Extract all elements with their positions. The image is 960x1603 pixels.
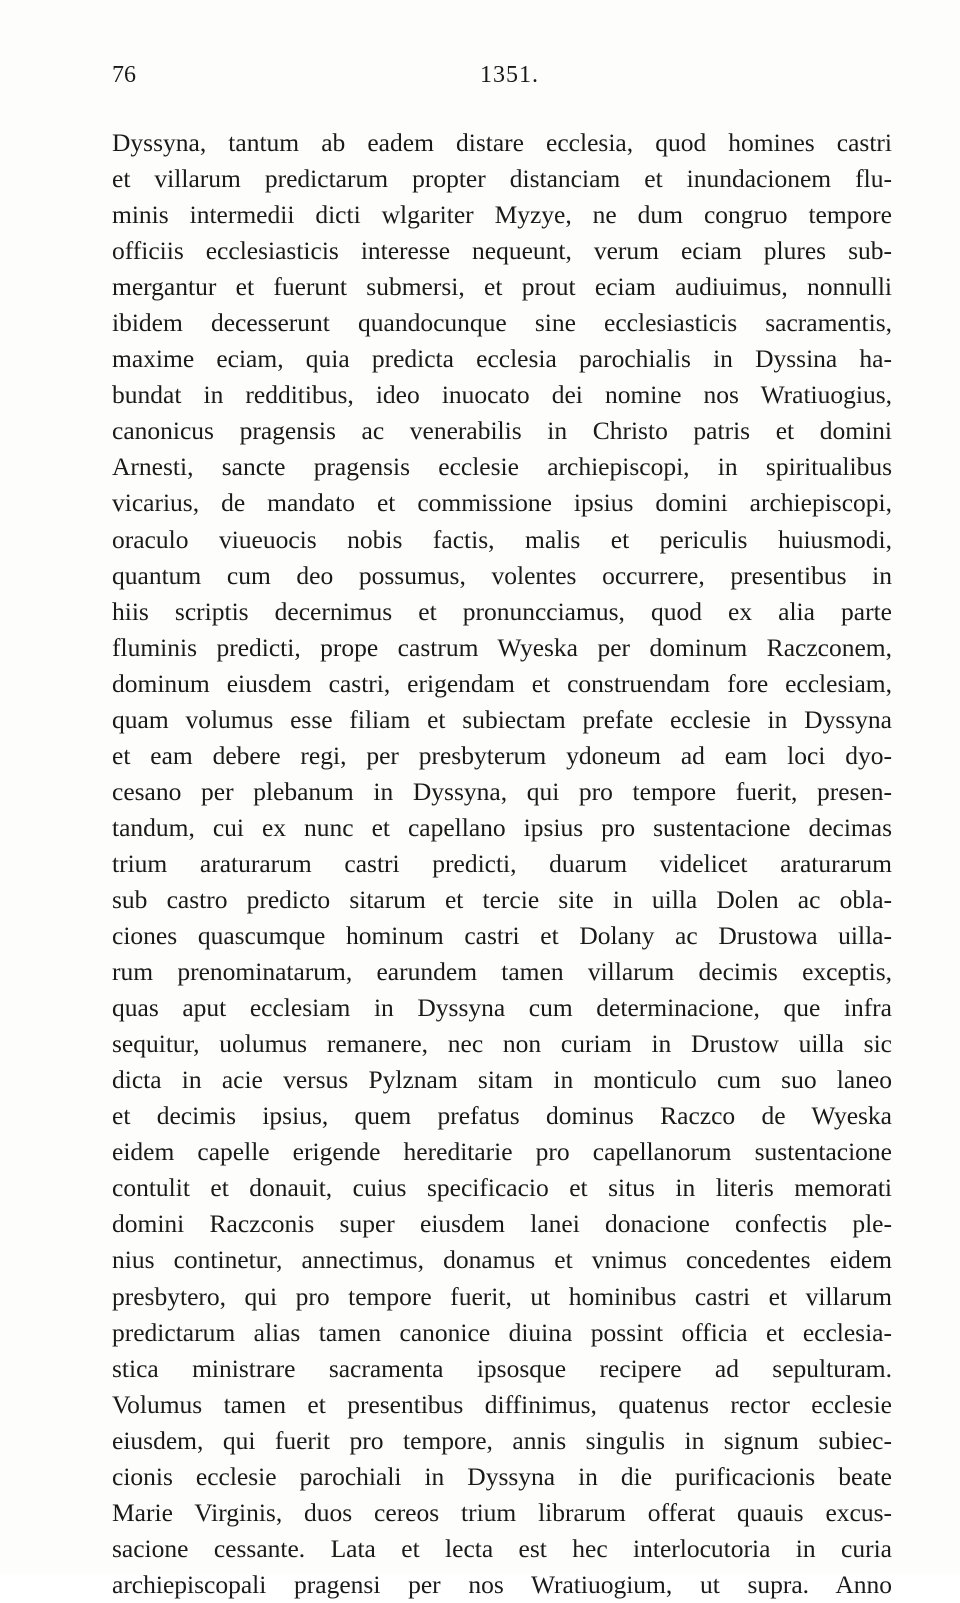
text-line: nius continetur, annectimus, donamus et vnimus concedentes eidem: [112, 1245, 892, 1275]
text-line: predictarum alias tamen canonice diuina possint officia et ecclesia-: [112, 1317, 892, 1347]
page-number: 76: [112, 62, 136, 88]
text-line: dominum eiusdem castri, erigendam et construendam fore ecclesiam,: [112, 668, 892, 698]
text-line: Marie Virginis, duos cereos trium librarum offerat quauis excus-: [112, 1497, 892, 1527]
text-line: ibidem decesserunt quandocunque sine ecclesiasticis sacramentis,: [112, 308, 892, 338]
text-line: cionis ecclesie parochiali in Dyssyna in die purificacionis beate: [112, 1461, 892, 1491]
text-line: fluminis predicti, prope castrum Wyeska per dominum Raczconem,: [112, 632, 892, 662]
text-line: ciones quascumque hominum castri et Dolany ac Drustowa uilla-: [112, 921, 892, 951]
text-line: trium araturarum castri predicti, duarum videlicet araturarum: [112, 848, 892, 878]
text-line: sequitur, uolumus remanere, nec non curiam in Drustow uilla sic: [112, 1029, 892, 1059]
text-line: minis intermedii dicti wlgariter Myzye, ne dum congruo tempore: [112, 200, 892, 230]
text-line: quantum cum deo possumus, volentes occurrere, presentibus in: [112, 560, 892, 590]
text-line: sub castro predicto sitarum et tercie site in uilla Dolen ac obla-: [112, 884, 892, 914]
text-line: contulit et donauit, cuius specificacio et situs in literis memorati: [112, 1173, 892, 1203]
text-line: cesano per plebanum in Dyssyna, qui pro tempore fuerit, presen-: [112, 776, 892, 806]
text-line: eidem capelle erigende hereditarie pro capellanorum sustentacione: [112, 1137, 892, 1167]
text-line: presbytero, qui pro tempore fuerit, ut hominibus castri et villarum: [112, 1281, 892, 1311]
text-line: archiepiscopali pragensi per nos Wratiuogium, ut supra. Anno: [112, 1569, 892, 1599]
text-line: officiis ecclesiasticis interesse nequeunt, verum eciam plures sub-: [112, 236, 892, 266]
text-line: et villarum predictarum propter distanciam et inundacionem flu-: [112, 164, 892, 194]
text-line: quas aput ecclesiam in Dyssyna cum determinacione, que infra: [112, 993, 892, 1023]
body-text: [112, 125, 892, 1603]
text-line: rum prenominatarum, earundem tamen villarum decimis exceptis,: [112, 957, 892, 987]
text-line: maxime eciam, quia predicta ecclesia parochialis in Dyssina ha-: [112, 344, 892, 374]
text-line: Dyssyna, tantum ab eadem distare ecclesia, quod homines castri: [112, 128, 892, 157]
text-line: sacione cessante. Lata et lecta est hec interlocutoria in curia: [112, 1533, 892, 1563]
page-year-heading: 1351.: [480, 62, 539, 88]
text-line: mergantur et fuerunt submersi, et prout eciam audiuimus, nonnulli: [112, 272, 892, 302]
running-head: [112, 58, 892, 92]
text-line: et decimis ipsius, quem prefatus dominus Raczco de Wyeska: [112, 1101, 892, 1131]
text-line: Arnesti, sancte pragensis ecclesie archiepiscopi, in spiritualibus: [112, 452, 892, 482]
text-line: vicarius, de mandato et commissione ipsius domini archiepiscopi,: [112, 488, 892, 518]
text-line: oraculo viueuocis nobis factis, malis et periculis huiusmodi,: [112, 524, 892, 554]
text-line: bundat in redditibus, ideo inuocato dei nomine nos Wratiuogius,: [112, 380, 892, 410]
text-line: quam volumus esse filiam et subiectam prefate ecclesie in Dyssyna: [112, 704, 892, 734]
text-line: hiis scriptis decernimus et pronuncciamus, quod ex alia parte: [112, 596, 892, 626]
text-line: tandum, cui ex nunc et capellano ipsius pro sustentacione decimas: [112, 812, 892, 842]
text-line: stica ministrare sacramenta ipsosque recipere ad sepulturam.: [112, 1353, 892, 1383]
text-line: canonicus pragensis ac venerabilis in Christo patris et domini: [112, 416, 892, 446]
text-line: eiusdem, qui fuerit pro tempore, annis singulis in signum subiec-: [112, 1425, 892, 1455]
text-line: domini Raczconis super eiusdem lanei donacione confectis ple-: [112, 1209, 892, 1239]
text-line: Volumus tamen et presentibus diffinimus, quatenus rector ecclesie: [112, 1389, 892, 1419]
text-line: dicta in acie versus Pylznam sitam in monticulo cum suo laneo: [112, 1065, 892, 1095]
text-line: et eam debere regi, per presbyterum ydoneum ad eam loci dyo-: [112, 740, 892, 770]
